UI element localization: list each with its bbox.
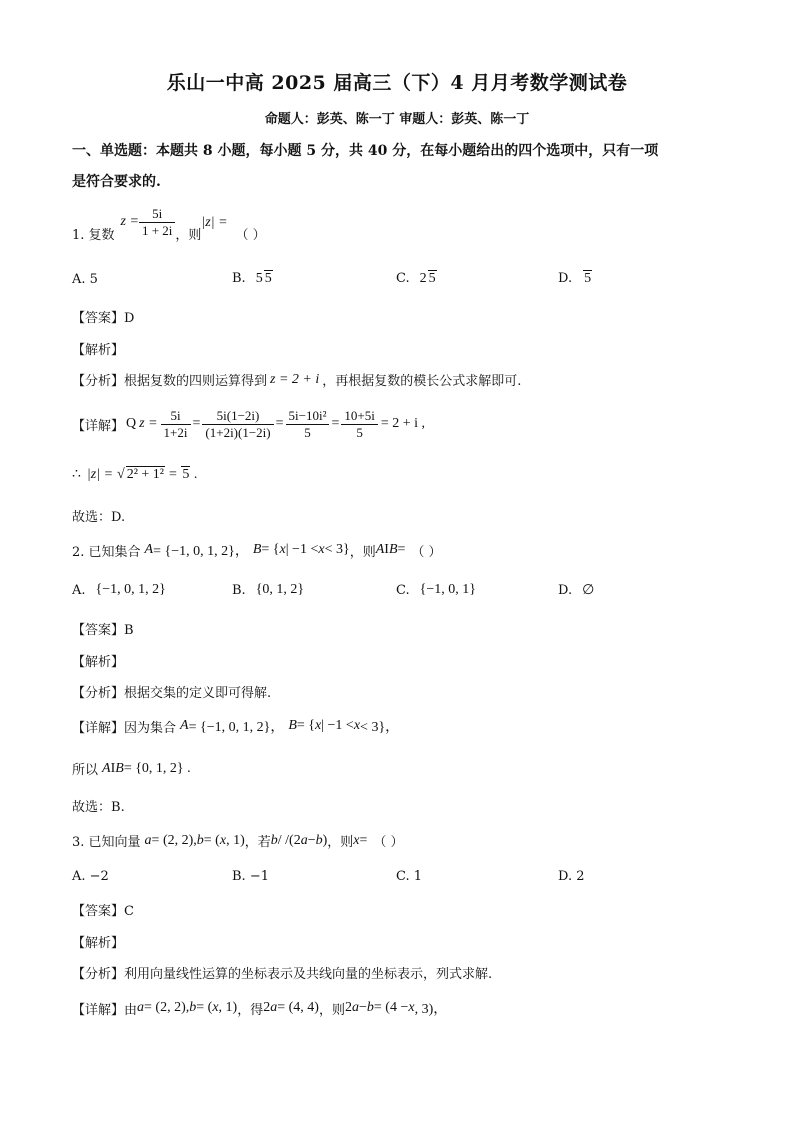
choose-label: 故选： bbox=[72, 800, 112, 815]
q1-stem-suffix: （ ） bbox=[235, 227, 266, 243]
q1-z-eq: z = bbox=[120, 214, 139, 229]
q2-answer bbox=[72, 619, 134, 638]
question-3-stem: 3. 已知向量 a = (2, 2), b = ( x , 1) ，若 b / /(2 a − b ) ，则 x = （ ） bbox=[72, 832, 404, 850]
q1-answer-value: D bbox=[124, 311, 135, 326]
q1-option-a[interactable]: A. 5 bbox=[72, 272, 98, 287]
q2-option-a[interactable]: A. {−1, 0, 1, 2} bbox=[72, 582, 166, 598]
q1-fraction: $\frac{5i}{1 + 2i}$ bbox=[139, 206, 175, 239]
q2-analysis-label: 【解析】 bbox=[72, 655, 125, 670]
answer-label: 【答案】 bbox=[72, 623, 125, 638]
q3-answer bbox=[72, 900, 134, 919]
q3-detail: 【详解】 由 a = (2, 2), b = ( x , 1) ，得 2 a = (4, 4) ，则 2 a − b = (4 − x , 3)， bbox=[72, 1000, 448, 1018]
detail-label: 【详解】 bbox=[72, 418, 125, 434]
q2-choose bbox=[72, 796, 125, 815]
q1-option-c-label: C. bbox=[396, 271, 410, 286]
q1-analysis: 【分析】 根据复数的四则运算得到 z = 2 + i ，再根据复数的模长公式求解即可. bbox=[72, 371, 522, 389]
fenxi-label: 【分析】 bbox=[72, 967, 125, 982]
q3-stem-prefix: 3. 已知向量 bbox=[72, 835, 141, 850]
answer-label: 【答案】 bbox=[72, 904, 125, 919]
q1-option-c[interactable]: C. 2 5 bbox=[396, 271, 436, 286]
detail-label: 【详解】 bbox=[72, 720, 125, 736]
q1-stem-prefix: 1. 复数 bbox=[72, 227, 115, 243]
q2-stem-suffix: （ ） bbox=[411, 544, 442, 560]
q2-option-b[interactable]: B. {0, 1, 2} bbox=[232, 582, 305, 598]
q1-option-b-label: B. bbox=[232, 271, 246, 286]
q2-option-d[interactable]: D. ∅ bbox=[558, 583, 595, 598]
page-title: 乐山一中高 2025 届高三（下）4 月月考数学测试卷 bbox=[166, 72, 628, 94]
q2-answer-value: B bbox=[124, 623, 134, 638]
q1-abs-z: |z| = bbox=[201, 215, 228, 230]
question-1-stem bbox=[72, 205, 266, 245]
q1-option-d-label: D. bbox=[558, 271, 573, 286]
q2-analysis-text: 根据交集的定义即可得解. bbox=[124, 686, 272, 701]
q2-option-b-label: B. bbox=[232, 582, 246, 598]
q3-answer-value: C bbox=[124, 904, 134, 919]
question-2-stem: 2. 已知集合 A = {−1, 0, 1, 2}， B = { x | −1 < x < 3} ，则 A I B = （ ） bbox=[72, 542, 442, 560]
section-heading-line1: 一、单选题：本题共 8 小题，每小题 5 分，共 40 分，在每小题给出的四个选项中，只有一项 bbox=[72, 143, 659, 159]
q2-detail-text: 因为集合 bbox=[124, 720, 177, 736]
q2-option-d-label: D. bbox=[558, 583, 573, 598]
choose-label: 故选： bbox=[72, 510, 112, 525]
q2-detail: 【详解】 因为集合 A = {−1, 0, 1, 2}， B = { x | −1 < x < 3}， bbox=[72, 718, 400, 736]
q1-final: D. bbox=[111, 510, 126, 525]
q2-option-c-label: C. bbox=[396, 582, 410, 598]
q3-stem-suffix: ，则 bbox=[327, 835, 354, 850]
authors-line: 命题人：彭英、陈一丁 审题人：彭英、陈一丁 bbox=[264, 112, 530, 127]
q1-analysis-label: 【解析】 bbox=[72, 343, 125, 358]
detail-label: 【详解】 bbox=[72, 1002, 125, 1018]
q3-option-a[interactable]: A. −2 bbox=[72, 869, 109, 884]
q1-stem-mid: ，则 bbox=[175, 227, 202, 243]
section-heading-line2: 是符合要求的. bbox=[72, 174, 161, 190]
q3-option-d[interactable]: D. 2 bbox=[558, 869, 585, 884]
q3-detail-mid2: ，则 bbox=[318, 1002, 345, 1018]
q2-option-a-label: A. bbox=[72, 582, 86, 598]
q3-stem-paren: （ ） bbox=[373, 835, 404, 850]
fenxi-label: 【分析】 bbox=[72, 686, 125, 701]
q3-analysis-label: 【解析】 bbox=[72, 936, 125, 951]
q2-stem-mid: ，则 bbox=[349, 544, 376, 560]
q2-analysis bbox=[72, 682, 271, 701]
q2-stem-prefix: 2. 已知集合 bbox=[72, 544, 141, 560]
q3-detail-prefix: 由 bbox=[124, 1002, 138, 1018]
q1-answer bbox=[72, 307, 134, 326]
q1-option-d[interactable]: D. 5 bbox=[558, 271, 592, 286]
q1-detail: 【详解】 Q z = $\frac{5i}{1+2i}$ = $\frac{5i(1-2i)}{(1+2i)(1-2i)}$ = $\frac{\text{5i−10i²}}{5}$ = $\frac{10+5i}{5}$ = 2 + i , bbox=[72, 407, 426, 440]
answer-label: 【答案】 bbox=[72, 311, 125, 326]
q3-option-b[interactable]: B. −1 bbox=[232, 869, 269, 884]
q1-option-b[interactable]: B. 5 5 bbox=[232, 271, 272, 286]
q1-analysis-text: 根据复数的四则运算得到 bbox=[124, 374, 268, 389]
q3-analysis-text: 利用向量线性运算的坐标表示及共线向量的坐标表示，列式求解. bbox=[124, 967, 493, 982]
q1-choose bbox=[72, 506, 125, 525]
fenxi-label: 【分析】 bbox=[72, 374, 125, 389]
q3-detail-mid: ，得 bbox=[237, 1002, 264, 1018]
q1-detail-line2: ∴ |z| = √ 2² + 1² = 5 . bbox=[72, 466, 198, 482]
q1-analysis-text2: ，再根据复数的模长公式求解即可. bbox=[322, 374, 522, 389]
q3-analysis bbox=[72, 963, 492, 982]
q2-detail-line2-text: 所以 bbox=[72, 763, 99, 778]
q2-option-c[interactable]: C. {−1, 0, 1} bbox=[396, 582, 476, 598]
q3-option-c[interactable]: C. 1 bbox=[396, 869, 423, 884]
q3-stem-mid: ，若 bbox=[244, 835, 271, 850]
q2-final: B. bbox=[111, 800, 125, 815]
q2-detail-line2: 所以 A I B = {0, 1, 2} . bbox=[72, 760, 191, 778]
